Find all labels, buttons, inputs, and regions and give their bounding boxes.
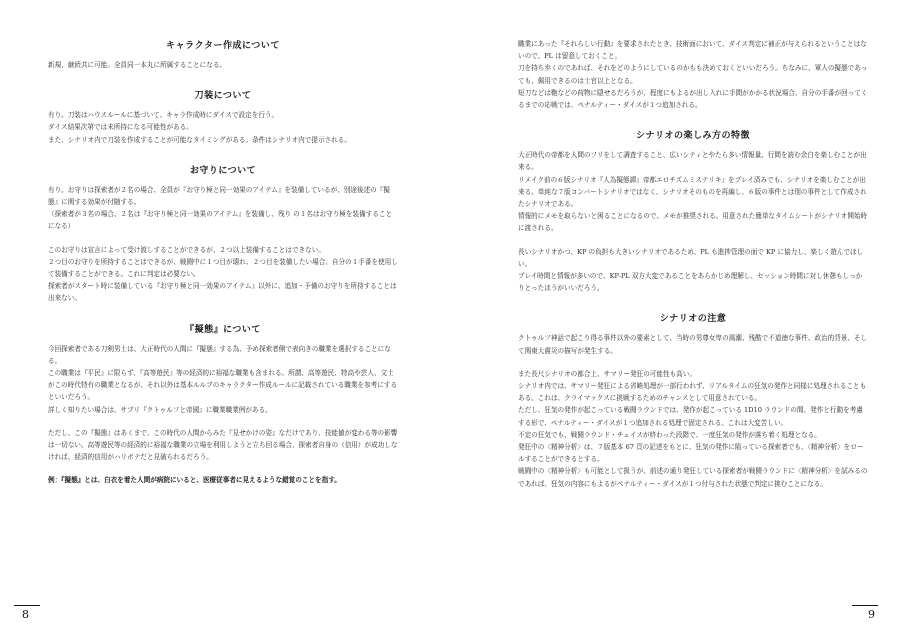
paragraph: このお守りは宣言によって受け渡しすることができるが、２つ以上装備することはできない。 [48, 245, 325, 254]
paragraph: シナリオ内では、サマリー発狂による省略処理が一部行われず、リアルタイムの狂気の発作と同様に処理されることもある。これは、クライマックスに挑戦するためのチャンスとして用意されている。 [518, 382, 867, 403]
paragraph: リメイク前の６版シナリオ『人為擬態譚』帝都エロチズムミステリキ』をプレイ済みでも、シナリオを楽しむことが出来る。単純な７版コンバートシナリオではなく、シナリオそのものを再編し、６版の事件とは別の事件として作成されたシナリオである。 [518, 175, 867, 209]
section-touso [48, 88, 398, 146]
paragraph: また、シナリオ内で刀装を作成することが可能なタイミングがある。条件はシナリオ内で提示される。 [48, 135, 351, 144]
paragraph: また長尺シナリオの都合上、サマリー発狂の可能性も高い。 [518, 369, 696, 378]
paragraph: 情報的にメモを取らないと困ることになるので、メモが推奨される。用意された簡単なタイムシートがシナリオ開始時に渡される。 [518, 212, 868, 233]
paragraph: （探索者が３名の場合、２名は『お守り極と同一効果のアイテム』を装備し、残り の１名はお守り極を装備すること になる） [48, 210, 393, 231]
paragraph: 詳しく知りたい場合は、サプリ『クトゥルフと帝國』に職業職業例がある。 [48, 405, 272, 414]
paragraph: プレイ時間と情報が多いので、KP-PL 双方大変であることをあらかじめ理解し、セッション時間に対し休憩もしっかりとったほうがいいだろう。 [518, 272, 863, 293]
paragraph: 有り。お守りは探索者が２名の場合、全員が『お守り極と同一効果のアイテム』を装備しているが、別途後述の『擬態』に関する効果が付随する。 [48, 185, 390, 207]
section-heading: お守りについて [189, 165, 257, 176]
right-page [450, 0, 900, 644]
section-heading: シナリオの注意 [659, 314, 727, 325]
paragraph: 新規、継続共に可能。全員同一本丸に所属することになる。 [48, 61, 227, 69]
paragraph: 有り。刀装はハウスルールに基づいて、キャラ作成時にダイスで設定を行う。 [48, 111, 279, 120]
section-character-creation [48, 38, 398, 71]
section-heading: キャラクター作成について [166, 41, 280, 51]
page-number: 9 [868, 608, 875, 621]
section-gitai [48, 322, 398, 487]
paragraph: この職業は『平民』に限らず、『高等遊民』等の経済的に裕福な職業も含まれる。所謂、高等遊民、特高や芸人、文士がこの時代特有の職業となるが、それ以外は基本ルルブのキャラクター作成ルールに記載されている職業を参考にするといいだろう。 [48, 369, 398, 402]
paragraph: 長いシナリオかつ、KP の負担も大きいシナリオであるため、PL も進捗管理の面で KP に協力し、楽しく遊んでほしい。 [518, 247, 864, 268]
paragraph: 刀を持ち歩くのであれば、それをどのようにしているのかもも決めておくといいだろう。ちなみに、軍人の擬態であっても、佩用できるのは士官以上となる。 [518, 64, 868, 85]
footer-rule [14, 605, 40, 606]
section-heading: シナリオの楽しみ方の特徴 [636, 131, 750, 142]
paragraph: ただし、狂気の発作が起こっている戦闘ラウンドでは、発作が起こっている 1D10 ラウンドの間、発作と行動を考慮する形で、ペナルティー・ダイスが１つ追加される処理で固定される。これは大変苦しい。 [518, 406, 863, 427]
left-column [48, 38, 398, 504]
paragraph: 不定の狂気でも、戦闘ラウンド・チェイスが終わった段階で、一度狂気の発作が落ち着く処理となる。 [518, 430, 821, 439]
paragraph: 戦闘中の〈精神分析〉も可能として扱うが、前述の通り発狂している探索者が戦闘ラウンドに〈精神分析〉を試みるのであれば、狂気の内容にもよるがペナルティー・ダイスが１つ付与された状態で判定に挑むことになる。 [518, 467, 868, 488]
paragraph: クトゥルフ神話で起こり得る事件以外の要素として、当時の男尊女卑の風潮、残酷で不道徳な事件、政治的背景、そして関東大震災の描写が発生する。 [518, 334, 868, 355]
section-heading: 刀装について [194, 91, 252, 102]
section-scenario-features [518, 128, 868, 294]
paragraph: ただし、この『擬態』はあくまで、この時代の人間からみた『見せかけの姿』なだけであり、技能値が変わる等の影響は一切ない。高等遊民等の経済的に裕福な職業の立場を利用しようと立ち回る場合、探索者自身の（信用）が成功しなければ、経済的信用がハリボテだと見破られるだろう。 [48, 428, 398, 462]
section-heading: 『擬態』について [185, 324, 261, 335]
section-scenario-warnings [518, 311, 868, 489]
paragraph: 今回探索者である刀剣男士は、大正時代の人間に『擬態』する為、予め探索者側で表向きの職業を選択することになる。 [48, 344, 391, 365]
right-column [518, 38, 868, 507]
section-omamori [48, 163, 398, 305]
footer-rule [852, 605, 878, 606]
paragraph: 短刀などは鞄などの荷物に隠せるだろうが、程度にもよるが出し入れに手間がかかる状況場合、自分の手番が回ってくるまでの応戦では、ペナルティー・ダイスが１つ追加される。 [518, 88, 868, 110]
paragraph: 探索者がスタート時に装備している『お守り極と同一効果のアイテム』以外に、追加・予備のお守りを所持することは出来ない。 [48, 282, 397, 303]
section-continued [518, 38, 868, 111]
paragraph: 職業にあった『それらしい行動』を要求されたとき、技術面において、ダイス判定に補正が与えられるということはないので、PL は留意しておくこと。 [518, 40, 867, 61]
paragraph: 発狂中の〈精神分析〉は、７版基本 67 頁の記述をもとに、狂気の発作に陥っている探索者でも、〈精神分析〉をロールすることができるとする。 [518, 443, 864, 464]
page-number: 8 [22, 608, 29, 621]
paragraph: ダイス結果次第では未所持になる可能性がある。 [48, 123, 193, 132]
paragraph: ２つ目のお守りを所持することはできるが、戦闘中に１つ目が壊れ、２つ目を装備したい場合、自分の１手番を使用して装備することができる。これに判定は必要ない。 [48, 257, 398, 279]
example-note: 例：『擬態』とは、白衣を着た人間が病院にいると、医療従事者に見えるような錯覚のことを指す。 [48, 476, 341, 485]
paragraph: 大正時代の帝都を人間のフリをして調査すること、広いシティとやたら多い情報量、行間を読む余白を楽しむことが出来る。 [518, 151, 867, 172]
